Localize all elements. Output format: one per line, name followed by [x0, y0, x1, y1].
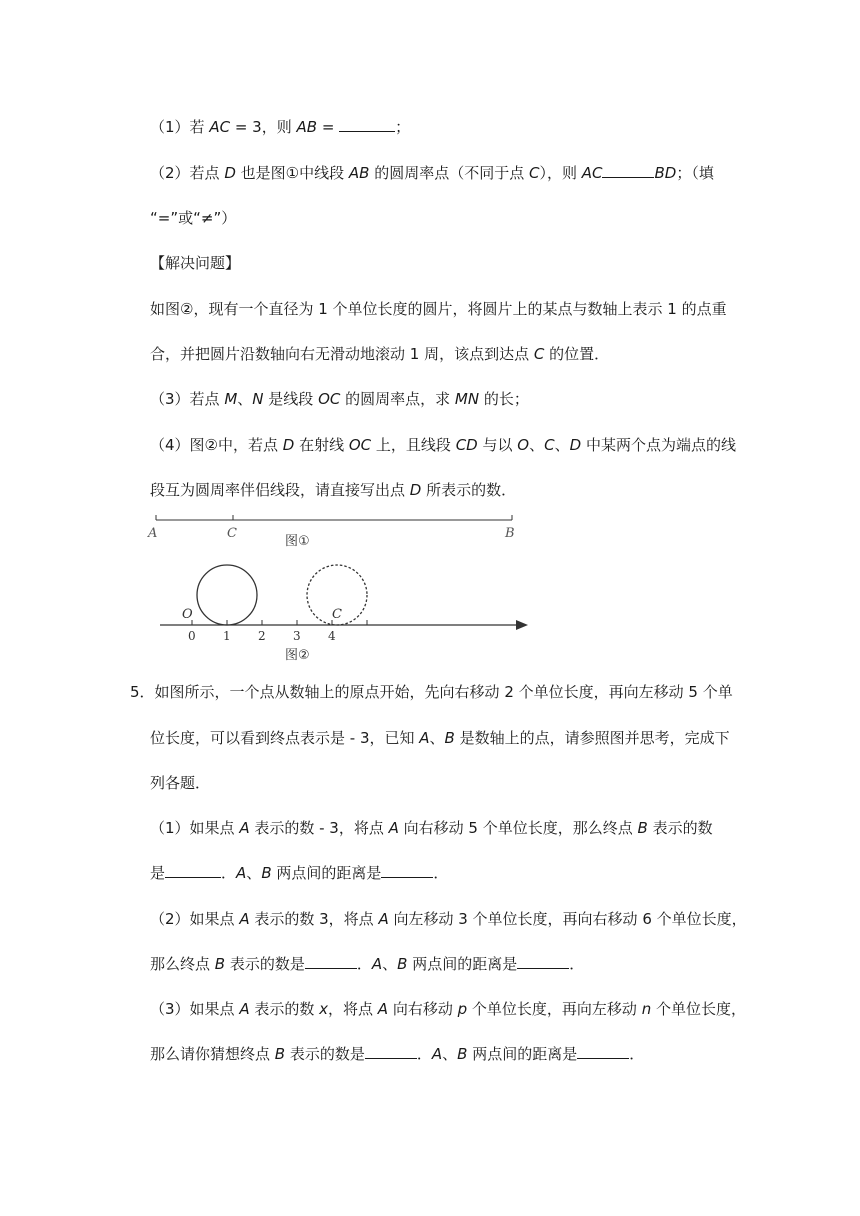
label-c: C [227, 526, 237, 541]
answer-blank [365, 1044, 417, 1059]
answer-blank [381, 863, 433, 878]
problem-5-line-2: 位长度，可以看到终点表示是 - 3，已知 A、B 是数轴上的点，请参照图并思考，完成下 [150, 729, 730, 747]
question-1: （1）若 AC = 3，则 AB = ； [150, 118, 411, 136]
answer-blank [517, 954, 569, 969]
problem-5-q1: （1）如果点 A 表示的数 - 3，将点 A 向右移动 5 个单位长度，那么终点 B 表示的数 [150, 819, 713, 837]
problem-5-q1-cont: 是 ．A、B 两点间的距离是 ． [150, 864, 449, 882]
question-3: （3）若点 M、N 是线段 OC 的圆周率点，求 MN 的长； [150, 390, 529, 408]
intro-line-1: 如图②，现有一个直径为 1 个单位长度的圆片，将圆片上的某点与数轴上表示 1 的点重 [150, 300, 727, 318]
tick-label-3: 3 [293, 629, 301, 643]
problem-5-q3: （3）如果点 A 表示的数 x，将点 A 向右移动 p 个单位长度，再向左移动 n 个单位长度， [150, 1000, 746, 1018]
section-heading: 【解决问题】 [150, 254, 241, 272]
answer-blank [305, 954, 357, 969]
tick-label-4: 4 [328, 629, 336, 643]
tick-label-1: 1 [223, 629, 231, 643]
problem-5-line-3: 列各题． [150, 774, 211, 792]
problem-5-q2-cont: 那么终点 B 表示的数是 ．A、B 两点间的距离是 ． [150, 955, 585, 973]
figure-2 [160, 565, 528, 663]
question-2: （2）若点 D 也是图①中线段 AB 的圆周率点（不同于点 C），则 AC BD；（填 [150, 164, 714, 182]
caption-fig1: 图① [285, 534, 310, 549]
answer-blank [165, 863, 221, 878]
question-4: （4）图②中，若点 D 在射线 OC 上，且线段 CD 与以 O、C、D 中某两个点为端点的线 [150, 436, 736, 454]
problem-5-q3-cont: 那么请你猜想终点 B 表示的数是 ．A、B 两点间的距离是 ． [150, 1045, 645, 1063]
caption-fig2: 图② [285, 648, 310, 663]
label-o: O [182, 607, 193, 622]
label-a: A [148, 526, 158, 541]
arrow-head [516, 620, 528, 630]
problem-5-q2: （2）如果点 A 表示的数 3，将点 A 向左移动 3 个单位长度，再向右移动 6 个单位长度， [150, 910, 747, 928]
tick-label-2: 2 [258, 629, 266, 643]
disc-start [197, 565, 257, 625]
label-c2: C [332, 607, 342, 622]
tick-label-0: 0 [188, 629, 196, 643]
question-2-cont: “=”或“≠”） [150, 209, 237, 227]
label-b: B [505, 526, 515, 541]
answer-blank [577, 1044, 629, 1059]
problem-5-line-1: 5．如图所示，一个点从数轴上的原点开始，先向右移动 2 个单位长度，再向左移动 5 个单 [130, 683, 733, 701]
question-4-cont: 段互为圆周率伴侣线段，请直接写出点 D 所表示的数． [150, 481, 517, 499]
intro-line-2: 合，并把圆片沿数轴向右无滑动地滚动 1 周，该点到达点 C 的位置． [150, 345, 610, 363]
figure-1 [147, 515, 515, 549]
